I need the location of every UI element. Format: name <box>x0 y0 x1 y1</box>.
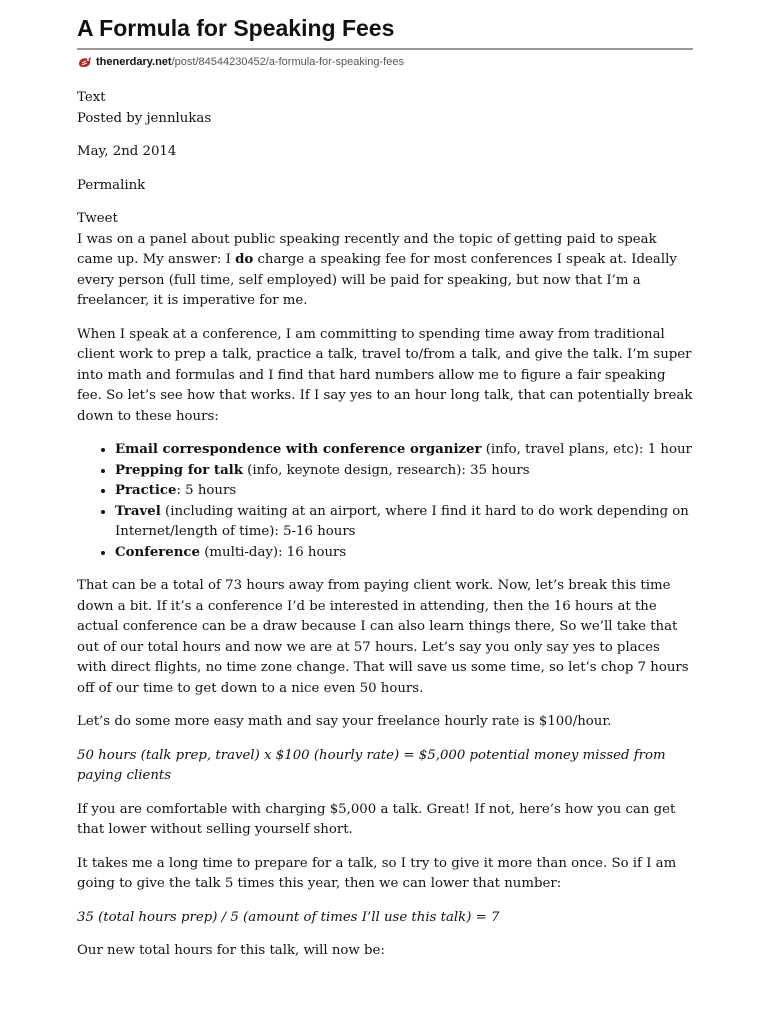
permalink-link[interactable]: Permalink <box>77 177 146 193</box>
formula-money-missed: 50 hours (talk prep, travel) x $100 (hourly rate) = $5,000 potential money missed from paying clients <box>77 747 666 783</box>
paragraph-total: That can be a total of 73 hours away from paying client work. Now, let’s break this time down a bit. If it’s a conference I’d be interested in attending, then the 16 hours at the actual conference can be a draw because I can also learn things there, So we’ll take that out of our total hours and now we are at 57 hours. Let’s say you only say yes to places with direct flights, no time zone change. That will save us some time, so let’s chop 7 hours off of our time to get down to a nice even 50 hours. <box>77 578 689 696</box>
source-path: /post/84544230452/a-formula-for-speaking-fees <box>171 56 404 68</box>
source-line <box>77 55 693 69</box>
post-date: May, 2nd 2014 <box>77 144 177 159</box>
paragraph-prepare: It takes me a long time to prepare for a talk, so I try to give it more than once. So if I am going to give the talk 5 times this year, then we can lower that number: <box>77 855 677 891</box>
page <box>77 0 693 975</box>
article <box>77 88 693 962</box>
page-title: A Formula for Speaking Fees <box>77 15 395 41</box>
paragraph-rate: Let’s do some more easy math and say your freelance hourly rate is $100/hour. <box>77 714 612 729</box>
title-divider <box>77 48 693 50</box>
paragraph-commitment: When I speak at a conference, I am committing to spending time away from traditional client work to prep a talk, practice a talk, travel to/from a talk, and give the talk. I’m super into math and formulas and I find that hard numbers allow me to figure a fair speaking fee. So let’s see how that works. If I say yes to an hour long talk, that can potentially break down to these hours: <box>77 326 693 424</box>
hours-list <box>77 440 693 563</box>
paragraph-intro: I was on a panel about public speaking recently and the topic of getting paid to speak came up. My answer: I do charge a speaking fee for most conferences I speak at. Ideally every person (full time, self employed) will be paid for speaking, but now that I’m a freelancer, it is imperative for me. <box>77 231 677 308</box>
list-item: • Conference (multi-day): 16 hours <box>115 543 693 564</box>
source-domain-link[interactable]: thenerdary.net <box>96 56 172 68</box>
list-item: • Email correspondence with conference organizer (info, travel plans, etc): 1 hour <box>115 440 693 461</box>
tweet-link[interactable]: Tweet <box>77 211 118 226</box>
emphasis-do: do <box>235 252 254 267</box>
list-item: • Practice: 5 hours <box>115 481 693 502</box>
post-type: Text <box>77 90 106 105</box>
post-author: Posted by jennlukas <box>77 110 212 126</box>
paragraph-new-total: Our new total hours for this talk, will now be: <box>77 943 385 958</box>
paragraph-comfortable: If you are comfortable with charging $5,000 a talk. Great! If not, here’s how you can get that lower without selling yourself short. <box>77 801 676 837</box>
nerdary-logo-icon <box>77 55 93 69</box>
list-item: • Prepping for talk (info, keynote design, research): 35 hours <box>115 461 693 482</box>
list-item: • Travel (including waiting at an airport, where I find it hard to do work depending on Internet/length of time): 5-16 hours <box>115 502 693 543</box>
formula-prep-hours: 35 (total hours prep) / 5 (amount of times I’ll use this talk) = 7 <box>77 909 500 925</box>
